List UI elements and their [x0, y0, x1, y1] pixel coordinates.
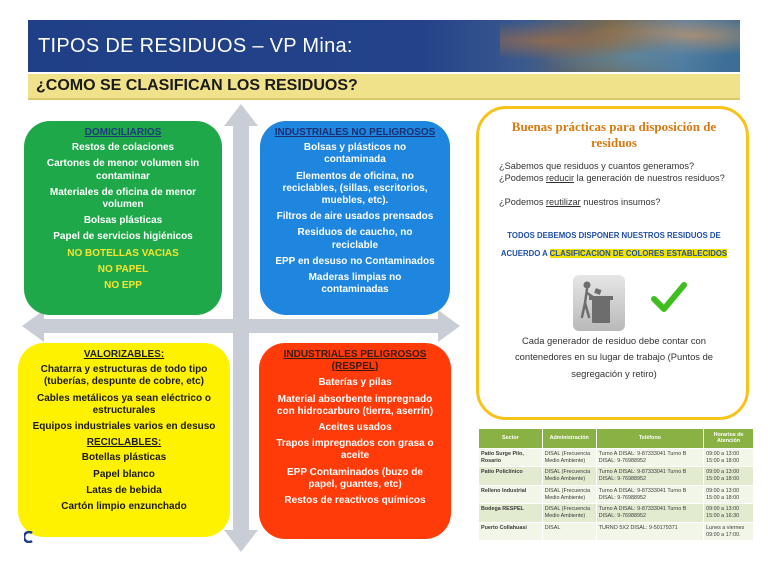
table-cell: DISAL (Frecuencia Medio Ambiente) [542, 485, 596, 504]
industriales-no-peligrosos-heading: INDUSTRIALES NO PELIGROSOS [274, 127, 436, 138]
domiciliarios-heading: DOMICILIARIOS [84, 127, 162, 138]
list-item: Trapos impregnados con grasa o aceite [276, 438, 434, 462]
question-2 [499, 173, 739, 185]
list-item: Restos de reactivos químicos [284, 494, 426, 506]
mine-rock-image [500, 20, 740, 72]
reciclables-heading: RECICLABLES: [86, 437, 162, 449]
table-cell: DISAL (Frecuencia Medio Ambiente) [542, 448, 596, 467]
list-item: Maderas limpias no contaminadas [308, 271, 402, 296]
horizontal-axis [40, 319, 440, 333]
table-cell: 09:00 a 13:00 15:00 a 16:30 [704, 504, 754, 523]
highlight-item: NO BOTELLAS VACIAS [67, 247, 179, 259]
list-item: Restos de colaciones [71, 142, 175, 154]
page-subtitle: ¿COMO SE CLASIFICAN LOS RESIDUOS? [36, 77, 358, 94]
table-cell: Patio Policlínico [479, 467, 543, 486]
valorizables-heading: VALORIZABLES: [83, 349, 165, 360]
list-item: Equipos industriales varios en desuso [32, 420, 216, 432]
table-row [479, 522, 754, 541]
trash-bin-icon [573, 275, 625, 331]
table-row [479, 504, 754, 523]
table-cell: Turno A DISAL: 9-87333041 Turno B DISAL: 9-76988952 [596, 448, 703, 467]
list-item: Cartones de menor volumen sin contaminar [46, 158, 200, 182]
list-item: Bolsas y plásticos no contaminada [303, 142, 407, 166]
domiciliarios-box [24, 121, 222, 315]
list-item: Latas de bebida [86, 484, 162, 496]
subtitle-bar [28, 74, 740, 100]
table-cell: DISAL (Frecuencia Medio Ambiente) [542, 467, 596, 486]
arrow-left-icon [22, 310, 44, 342]
question-3-suffix: nuestros insumos? [580, 197, 661, 207]
table-cell: Turno A DISAL: 9-87333041 Turno B DISAL: 9-76988952 [596, 485, 703, 504]
list-item: Chatarra y estructuras de todo tipo (tuberías, despunte de cobre, etc) [40, 364, 208, 388]
question-2-prefix: ¿Podemos [499, 173, 546, 183]
industriales-peligrosos-box [259, 343, 451, 539]
note-line-1: TODOS DEBEMOS DISPONER NUESTROS RESIDUOS DE [507, 231, 721, 240]
question-3 [499, 197, 739, 209]
table-cell: DISAL [542, 522, 596, 541]
schedule-table [478, 428, 754, 541]
table-cell: Patio Surge Pilo, Rosario [479, 448, 543, 467]
arrow-down-icon [224, 530, 258, 552]
list-item: EPP en desuso no Contaminados [275, 255, 435, 267]
arrow-up-icon [224, 104, 258, 126]
list-item: Filtros de aire usados prensados [276, 211, 434, 223]
col-header-horarios: Horarios de Atención [704, 429, 754, 449]
list-item: Elementos de oficina, no reciclables, (sillas, escritorios, muebles, etc). [282, 170, 428, 206]
table-cell: TURNO 5X2 DISAL: 9-50179371 [596, 522, 703, 541]
table-cell: DISAL (Frecuencia Medio Ambiente) [542, 504, 596, 523]
note-line-2-highlight: CLASIFICACION DE COLORES ESTABLECIDOS [549, 249, 728, 258]
question-2-keyword: reducir [545, 173, 575, 183]
question-1: ¿Sabemos que residuos y cuantos generamos? [499, 161, 695, 171]
list-item: Cables metálicos ya sean eléctrico o estructurales [37, 392, 211, 416]
table-cell: Turno A DISAL: 9-87333041 Turno B DISAL: 9-76988952 [596, 467, 703, 486]
question-2-suffix: la generación de nuestros residuos? [574, 173, 725, 183]
good-practices-panel [476, 106, 749, 420]
title-bar [28, 20, 740, 72]
list-item: Aceites usados [318, 421, 392, 433]
col-header-telefono: Teléfono [596, 429, 703, 449]
table-row [479, 467, 754, 486]
table-header-row [479, 429, 754, 449]
list-item: Baterías y pilas [318, 377, 392, 389]
table-cell: 09:00 a 13:00 15:00 a 18:00 [704, 485, 754, 504]
page-title: TIPOS DE RESIDUOS – VP Mina: [38, 35, 353, 57]
highlight-item: NO PAPEL [97, 263, 149, 275]
table-cell: Lunes a viernes 09:00 a 17:00. [704, 522, 754, 541]
table-cell: Relleno Industrial [479, 485, 543, 504]
question-3-keyword: reutilizar [545, 197, 581, 207]
list-item: Bolsas plásticas [83, 215, 163, 227]
list-item: Residuos de caucho, no reciclable [297, 227, 413, 251]
question-3-prefix: ¿Podemos [499, 197, 546, 207]
valorizables-box [18, 343, 230, 537]
table-cell: Puerto Collahuasi [479, 522, 543, 541]
table-row [479, 485, 754, 504]
checkmark-icon [651, 279, 687, 315]
industriales-no-peligrosos-box [260, 121, 450, 315]
list-item: Papel de servicios higiénicos [53, 231, 193, 243]
list-item: EPP Contaminados (buzo de papel, guantes, etc) [287, 466, 423, 490]
table-row [479, 448, 754, 467]
list-item: Papel blanco [93, 468, 155, 480]
list-item: Materiales de oficina de menor volumen [49, 186, 197, 210]
table-cell: Turno A DISAL: 9-87333041 Turno B DISAL: 9-76988952 [596, 504, 703, 523]
list-item: Cartón limpio enzunchado [61, 500, 187, 512]
respel-subheading: (RESPEL) [331, 361, 379, 373]
note-line-2 [489, 249, 739, 258]
table-cell: 09:00 a 13:00 15:00 a 18:00 [704, 448, 754, 467]
table-cell: 09:00 a 13:00 15:00 a 18:00 [704, 467, 754, 486]
highlight-item: NO EPP [104, 279, 142, 291]
col-header-sector: Sector [479, 429, 543, 449]
arrow-right-icon [438, 310, 460, 342]
note-line-2-prefix: ACUERDO A [500, 249, 550, 258]
list-item: Botellas plásticas [81, 452, 167, 464]
industriales-peligrosos-heading: INDUSTRIALES PELIGROSOS [283, 349, 427, 360]
panel-footer: Cada generador de residuo debe contar con contenedores en su lugar de trabajo (Puntos de segregación y retiro) [514, 335, 714, 379]
logo-mark-icon [24, 530, 34, 542]
col-header-administracion: Administración [542, 429, 596, 449]
panel-title: Buenas prácticas para disposición de residuos [511, 119, 717, 151]
table-cell: Bodega RESPEL [479, 504, 543, 523]
list-item: Material absorbente impregnado con hidrocarburo (tierra, aserrín) [276, 393, 434, 417]
